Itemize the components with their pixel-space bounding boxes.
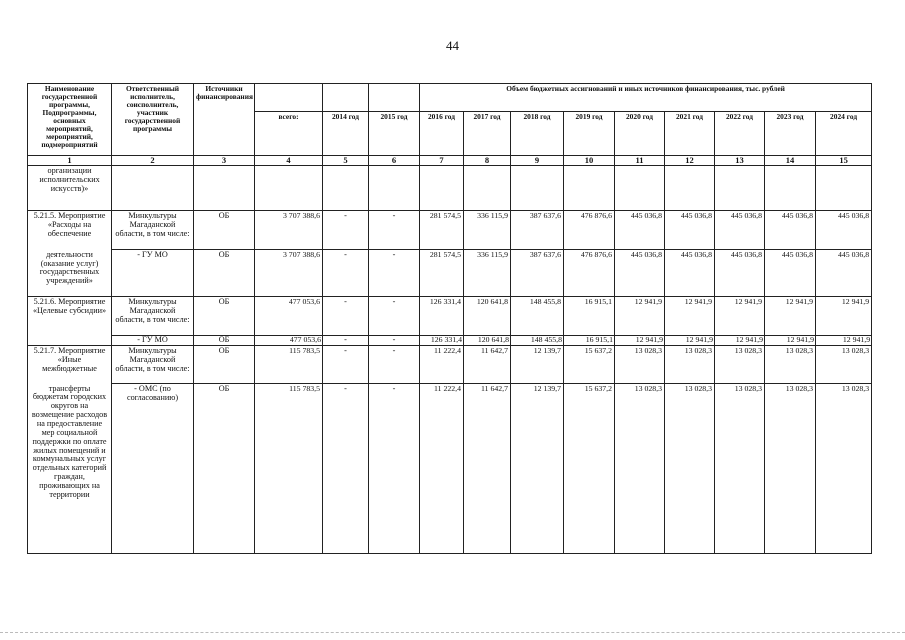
col-number: 1 (28, 156, 112, 166)
table-row (28, 297, 872, 336)
page-number: 44 (446, 38, 459, 53)
value-2021: 13 028,3 (665, 346, 715, 384)
value-2023: 13 028,3 (765, 384, 816, 554)
value-2014: - (323, 211, 369, 250)
value-2019: 16 915,1 (564, 297, 615, 336)
value-2023: 13 028,3 (765, 346, 816, 384)
header-year: 2022 год (715, 112, 765, 156)
value-2022: 13 028,3 (715, 384, 765, 554)
header-year: 2020 год (615, 112, 665, 156)
table-row (28, 250, 872, 297)
value-2016: 281 574,5 (420, 250, 464, 297)
value-2017: 11 642,7 (464, 346, 511, 384)
value-2020: 445 036,8 (615, 211, 665, 250)
value-2018: 12 139,7 (511, 384, 564, 554)
value-2024: 13 028,3 (816, 384, 872, 554)
program-name: деятельности (оказание услуг) государственных учреждений» (28, 250, 112, 297)
header-year: 2024 год (816, 112, 872, 156)
value-2021: 13 028,3 (665, 384, 715, 554)
col-number: 8 (464, 156, 511, 166)
value-2023: 445 036,8 (765, 250, 816, 297)
value-2022: 12 941,9 (715, 297, 765, 336)
value-2021: 445 036,8 (665, 211, 715, 250)
value-2024: 12 941,9 (816, 336, 872, 346)
col-number: 15 (816, 156, 872, 166)
value-2016: 11 222,4 (420, 346, 464, 384)
col-number: 6 (369, 156, 420, 166)
value-2024: 12 941,9 (816, 297, 872, 336)
source: ОБ (194, 384, 255, 554)
col-number: 13 (715, 156, 765, 166)
value-2017: 336 115,9 (464, 211, 511, 250)
executor: Минкультуры Магаданской области, в том числе: (112, 346, 194, 384)
source: ОБ (194, 346, 255, 384)
header-executor: Ответственный исполнитель, соисполнитель, участник государственной программы (112, 84, 194, 156)
value-2021: 12 941,9 (665, 297, 715, 336)
value-2023: 12 941,9 (765, 297, 816, 336)
page-bottom-rule (0, 632, 905, 634)
executor: - ОМС (по согласованию) (112, 384, 194, 554)
header-year: 2023 год (765, 112, 816, 156)
col-number: 12 (665, 156, 715, 166)
value-2022: 12 941,9 (715, 336, 765, 346)
value-2024: 445 036,8 (816, 211, 872, 250)
col-number: 4 (255, 156, 323, 166)
value-2020: 445 036,8 (615, 250, 665, 297)
col-number: 2 (112, 156, 194, 166)
executor: Минкультуры Магаданской области, в том числе: (112, 211, 194, 250)
header-year: 2021 год (665, 112, 715, 156)
value-2018: 148 455,8 (511, 297, 564, 336)
header-year: 2018 год (511, 112, 564, 156)
source: ОБ (194, 336, 255, 346)
value-2015: - (369, 211, 420, 250)
value-2020: 12 941,9 (615, 297, 665, 336)
value-2020: 13 028,3 (615, 346, 665, 384)
value-2018: 387 637,6 (511, 211, 564, 250)
value-total: 477 053,6 (255, 336, 323, 346)
value-2015: - (369, 250, 420, 297)
value-2014: - (323, 250, 369, 297)
value-2019: 15 637,2 (564, 346, 615, 384)
value-2016: 281 574,5 (420, 211, 464, 250)
source: ОБ (194, 250, 255, 297)
value-2023: 12 941,9 (765, 336, 816, 346)
executor: - ГУ МО (112, 336, 194, 346)
value-total: 477 053,6 (255, 297, 323, 336)
value-total: 115 783,5 (255, 384, 323, 554)
value-2014: - (323, 297, 369, 336)
value-2018: 387 637,6 (511, 250, 564, 297)
table-row (28, 384, 872, 554)
header-source: Источники финансирования (194, 84, 255, 156)
program-name: 5.21.5. Мероприятие «Расходы на обеспечение (28, 211, 112, 250)
executor: Минкультуры Магаданской области, в том числе: (112, 297, 194, 336)
col-number: 3 (194, 156, 255, 166)
table-row (28, 166, 872, 211)
value-2017: 120 641,8 (464, 297, 511, 336)
value-2017: 120 641,8 (464, 336, 511, 346)
value-2019: 476 876,6 (564, 211, 615, 250)
value-2014: - (323, 336, 369, 346)
value-2022: 13 028,3 (715, 346, 765, 384)
value-2018: 12 139,7 (511, 346, 564, 384)
value-2017: 11 642,7 (464, 384, 511, 554)
value-2022: 445 036,8 (715, 211, 765, 250)
value-2017: 336 115,9 (464, 250, 511, 297)
value-2021: 12 941,9 (665, 336, 715, 346)
value-2014: - (323, 384, 369, 554)
table-row (28, 211, 872, 250)
value-2019: 16 915,1 (564, 336, 615, 346)
source: ОБ (194, 211, 255, 250)
value-2022: 445 036,8 (715, 250, 765, 297)
col-number: 5 (323, 156, 369, 166)
program-name: организации исполнительских искусств)» (28, 166, 112, 211)
value-total: 115 783,5 (255, 346, 323, 384)
col-number: 9 (511, 156, 564, 166)
header-total: всего: (255, 112, 323, 156)
value-2023: 445 036,8 (765, 211, 816, 250)
value-2024: 13 028,3 (816, 346, 872, 384)
header-volume: Объем бюджетных ассигнований и иных источников финансирования, тыс. рублей (420, 84, 872, 112)
value-2019: 15 637,2 (564, 384, 615, 554)
header-year: 2016 год (420, 112, 464, 156)
value-2016: 126 331,4 (420, 336, 464, 346)
header-year: 2014 год (323, 112, 369, 156)
value-2020: 12 941,9 (615, 336, 665, 346)
value-2024: 445 036,8 (816, 250, 872, 297)
col-number: 14 (765, 156, 816, 166)
value-2015: - (369, 384, 420, 554)
header-program: Наименование государственной программы, Подпрограммы, основных мероприятий, мероприятий, подмероприятий (28, 84, 112, 156)
program-name: трансферты бюджетам городских округов на возмещение расходов на предоставление мер социальной поддержки по оплате жилых помещений и коммунальных услуг отдельных категорий граждан, проживающих на территории (28, 384, 112, 554)
value-2021: 445 036,8 (665, 250, 715, 297)
program-name: 5.21.7. Мероприятие «Иные межбюджетные (28, 346, 112, 384)
value-2015: - (369, 297, 420, 336)
col-number: 10 (564, 156, 615, 166)
value-2016: 126 331,4 (420, 297, 464, 336)
value-2014: - (323, 346, 369, 384)
value-2015: - (369, 346, 420, 384)
source: ОБ (194, 297, 255, 336)
value-2019: 476 876,6 (564, 250, 615, 297)
executor: - ГУ МО (112, 250, 194, 297)
program-name: 5.21.6. Мероприятие «Целевые субсидии» (28, 297, 112, 346)
header-year: 2015 год (369, 112, 420, 156)
header-year: 2019 год (564, 112, 615, 156)
header-year: 2017 год (464, 112, 511, 156)
value-2018: 148 455,8 (511, 336, 564, 346)
value-2020: 13 028,3 (615, 384, 665, 554)
value-total: 3 707 388,6 (255, 211, 323, 250)
col-number: 7 (420, 156, 464, 166)
value-2016: 11 222,4 (420, 384, 464, 554)
value-total: 3 707 388,6 (255, 250, 323, 297)
col-number: 11 (615, 156, 665, 166)
table-row (28, 336, 872, 346)
table-row (28, 346, 872, 384)
budget-table (27, 83, 872, 554)
value-2015: - (369, 336, 420, 346)
